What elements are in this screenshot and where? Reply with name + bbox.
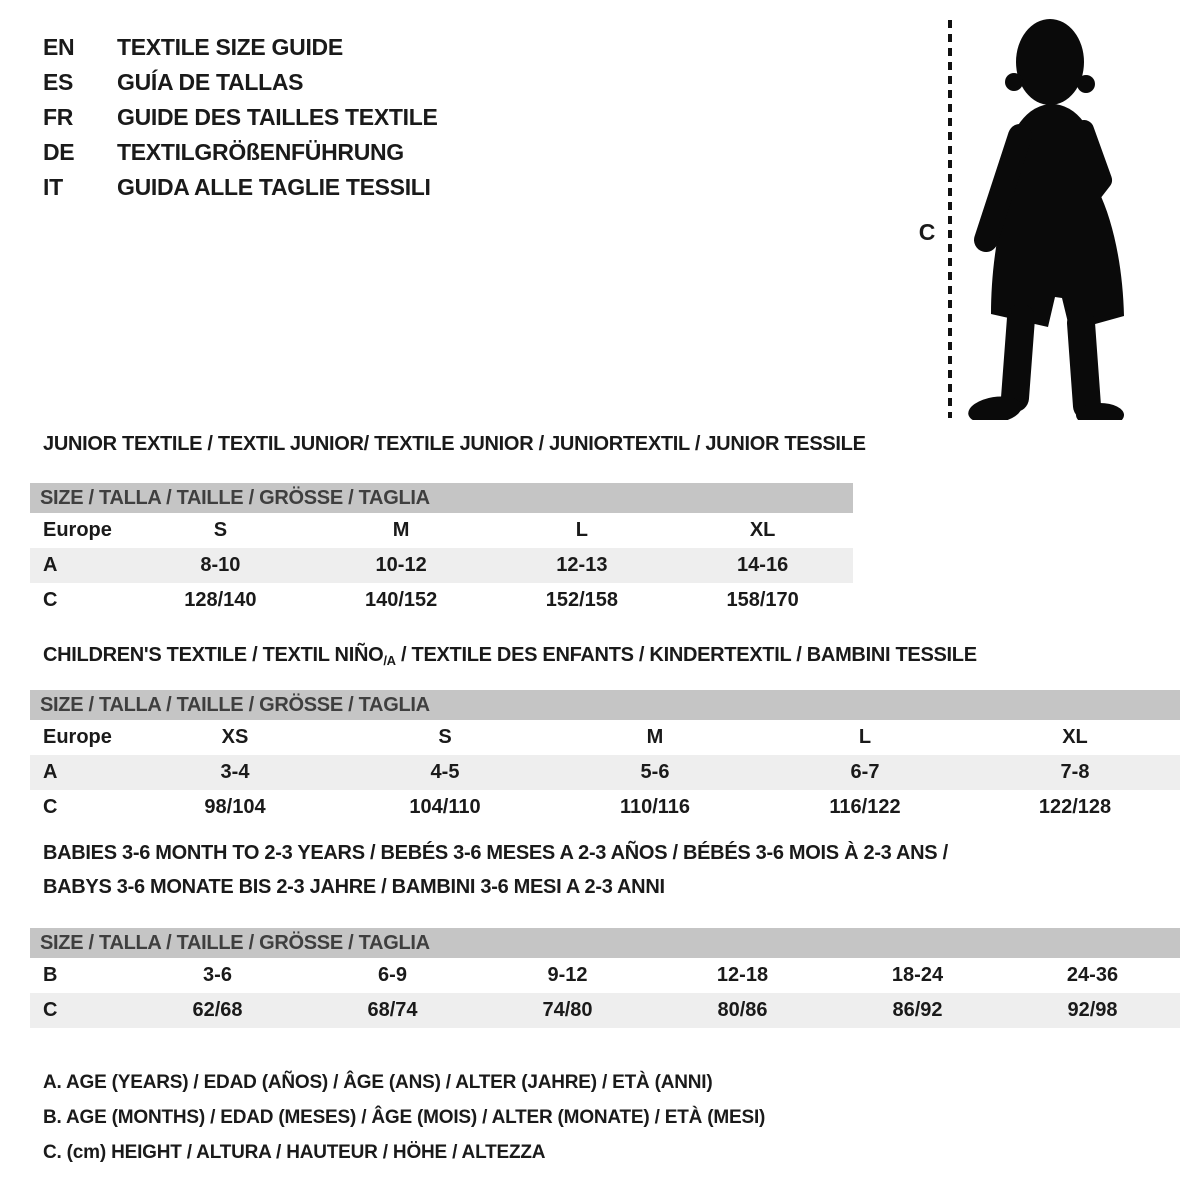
size-header-bar: SIZE / TALLA / TAILLE / GRÖSSE / TAGLIA — [30, 690, 1180, 720]
table-cell: XS — [221, 726, 249, 748]
list-item — [43, 100, 438, 135]
height-measure-dashed-line — [948, 20, 952, 418]
table-row — [30, 790, 1180, 825]
table-cell: 18-24 — [891, 964, 944, 986]
children-title-pre: CHILDREN'S TEXTILE / TEXTIL NIÑO — [43, 644, 384, 666]
table-cell: 158/170 — [726, 589, 799, 611]
table-cell: 80/86 — [717, 999, 768, 1021]
table-cell: L — [858, 726, 872, 748]
table-cell: XL — [749, 519, 776, 541]
table-cell: 140/152 — [364, 589, 438, 611]
table-cell: 68/74 — [367, 999, 418, 1021]
row-label: C — [43, 999, 58, 1021]
language-code: ES — [43, 69, 74, 95]
table-cell: 24-36 — [1066, 964, 1119, 986]
table-cell: 62/68 — [192, 999, 243, 1021]
table-row — [30, 958, 1180, 993]
table-row — [30, 548, 853, 583]
table-cell: 3-4 — [220, 761, 250, 783]
list-item — [43, 65, 438, 100]
row-label: A — [43, 761, 58, 783]
junior-size-table — [30, 483, 853, 618]
table-cell: 4-5 — [430, 761, 460, 783]
children-title-sub: /A — [383, 653, 396, 668]
table-cell: 3-6 — [203, 964, 232, 986]
table-cell: 86/92 — [892, 999, 943, 1021]
babies-section-title — [43, 836, 948, 904]
table-cell: 10-12 — [375, 554, 427, 576]
table-cell: 8-10 — [200, 554, 241, 576]
table-cell: 98/104 — [204, 796, 266, 818]
table-cell: 122/128 — [1038, 796, 1112, 818]
language-title-list — [43, 30, 438, 205]
table-row — [30, 720, 1180, 755]
row-label: Europe — [43, 519, 112, 541]
table-row — [30, 755, 1180, 790]
list-item — [43, 170, 438, 205]
list-item — [43, 135, 438, 170]
babies-size-table — [30, 928, 1180, 1028]
guide-title: GUÍA DE TALLAS — [117, 69, 304, 95]
table-cell: 116/122 — [829, 796, 901, 818]
table-cell: 104/110 — [409, 796, 481, 818]
table-cell: 152/158 — [545, 589, 619, 611]
children-size-table — [30, 690, 1180, 825]
table-cell: 5-6 — [640, 761, 670, 783]
table-row — [30, 583, 853, 618]
row-label: C — [43, 796, 58, 818]
legend-line-b: B. AGE (MONTHS) / EDAD (MESES) / ÂGE (MOIS) / ALTER (MONATE) / ETÀ (MESI) — [43, 1107, 766, 1128]
babies-title-line2: BABYS 3-6 MONATE BIS 2-3 JAHRE / BAMBINI 3-6 MESI A 2-3 ANNI — [43, 876, 665, 898]
table-cell: 7-8 — [1060, 761, 1090, 783]
guide-title: GUIDA ALLE TAGLIE TESSILI — [117, 174, 431, 200]
table-cell: 9-12 — [547, 964, 588, 986]
legend-line-a: A. AGE (YEARS) / EDAD (AÑOS) / ÂGE (ANS) / ALTER (JAHRE) / ETÀ (ANNI) — [43, 1072, 713, 1093]
table-cell: S — [213, 519, 228, 541]
table-row — [30, 513, 853, 548]
table-cell: 74/80 — [542, 999, 593, 1021]
language-code: FR — [43, 104, 74, 130]
table-cell: 14-16 — [737, 554, 789, 576]
table-cell: XL — [1062, 726, 1088, 748]
table-cell: 110/116 — [619, 796, 691, 818]
table-cell: 128/140 — [184, 589, 257, 611]
measurement-legend — [43, 1065, 765, 1170]
list-item — [43, 30, 438, 65]
row-label: Europe — [43, 726, 112, 748]
table-cell: 92/98 — [1067, 999, 1118, 1021]
children-title-post: / TEXTILE DES ENFANTS / KINDERTEXTIL / BAMBINI TESSILE — [395, 644, 977, 666]
table-cell: M — [646, 726, 664, 748]
language-code: IT — [43, 174, 63, 200]
children-section-title — [43, 644, 977, 668]
row-label: B — [43, 964, 58, 986]
row-label: A — [43, 554, 58, 576]
language-code: EN — [43, 34, 75, 60]
table-cell: 12-13 — [556, 554, 608, 576]
table-cell: M — [392, 519, 410, 541]
babies-title-line1: BABIES 3-6 MONTH TO 2-3 YEARS / BEBÉS 3-6 MESES A 2-3 AÑOS / BÉBÉS 3-6 MOIS À 2-3 ANS / — [43, 842, 948, 864]
height-measure-label: C — [918, 219, 936, 245]
table-cell: 6-9 — [378, 964, 407, 986]
junior-section-title: JUNIOR TEXTILE / TEXTIL JUNIOR/ TEXTILE JUNIOR / JUNIORTEXTIL / JUNIOR TESSILE — [43, 433, 866, 455]
row-label: C — [43, 589, 58, 611]
guide-title: GUIDE DES TAILLES TEXTILE — [117, 104, 438, 130]
size-header-bar: SIZE / TALLA / TAILLE / GRÖSSE / TAGLIA — [30, 928, 1180, 958]
table-cell: S — [438, 726, 452, 748]
toddler-silhouette-icon — [964, 18, 1138, 420]
guide-title: TEXTILGRÖßENFÜHRUNG — [117, 139, 404, 165]
size-header-bar: SIZE / TALLA / TAILLE / GRÖSSE / TAGLIA — [30, 483, 853, 513]
legend-line-c: C. (cm) HEIGHT / ALTURA / HAUTEUR / HÖHE / ALTEZZA — [43, 1142, 546, 1163]
guide-title: TEXTILE SIZE GUIDE — [117, 34, 343, 60]
table-cell: 12-18 — [716, 964, 769, 986]
language-code: DE — [43, 139, 75, 165]
table-row — [30, 993, 1180, 1028]
table-cell: L — [575, 519, 588, 541]
table-cell: 6-7 — [850, 761, 880, 783]
